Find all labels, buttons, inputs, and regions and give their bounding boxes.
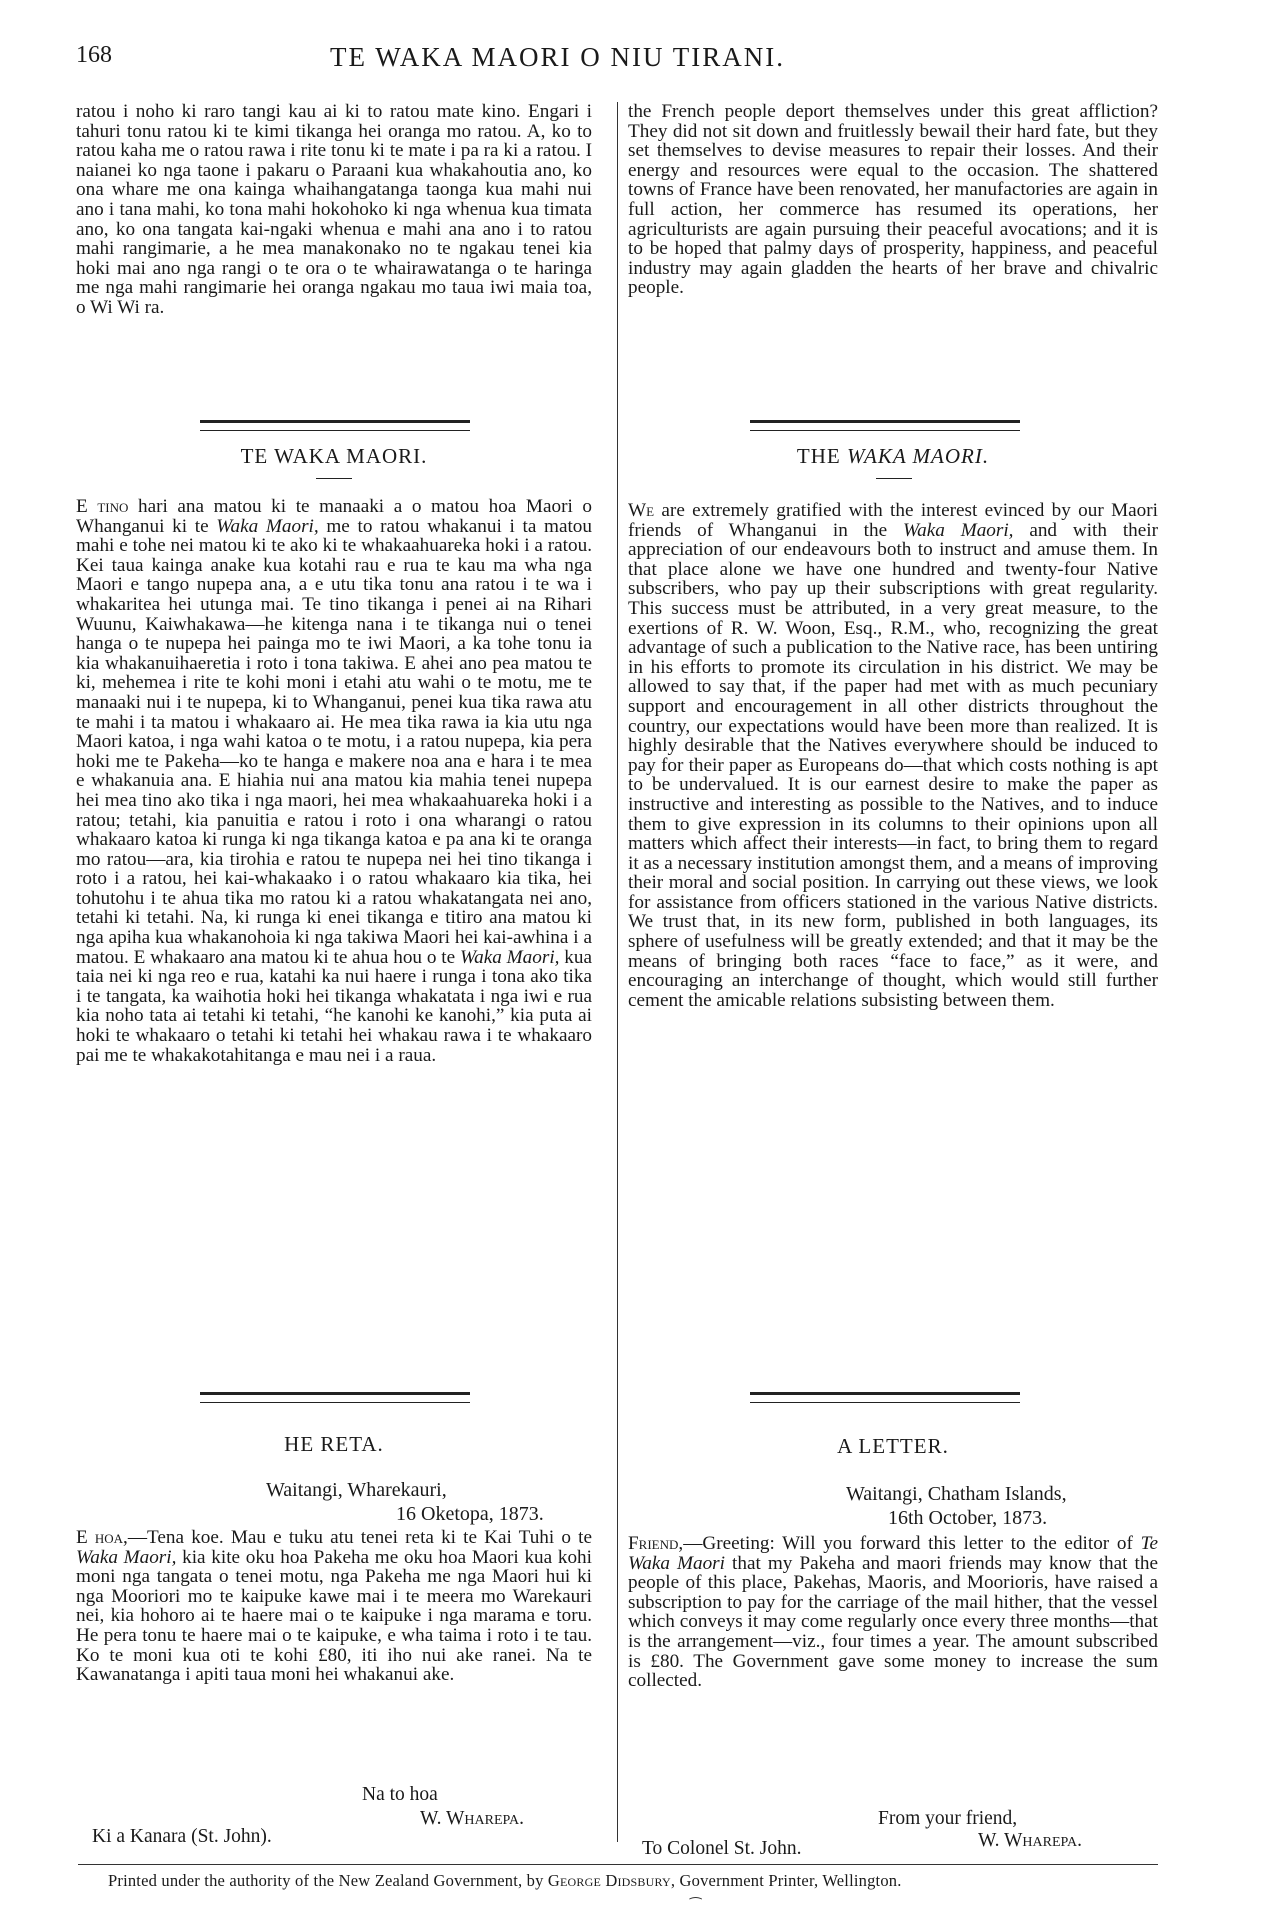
right-section1-title — [628, 444, 1158, 469]
left-section2-title: HE RETA. — [284, 1432, 384, 1456]
right-intro-text: the French people deport themselves under this great affliction? They did not sit down and fruitlessly bewail their hard fate, but they set themselves to devise measures to repair their losses. And their energy and resources were equal to the occasion. The shattered towns of France have been renovated, her manufactories are again in full action, her commerce has resumed its operations, her agriculturists are again pursuing their peaceful avocations; and it is to be hoped that palmy days of prosperity, happiness, and peaceful industry may again gladden the hearts of her brave and chivalric people. — [628, 101, 1158, 299]
left-section1-short-rule — [316, 478, 352, 479]
left-section2-addressee: Ki a Kanara (St. John). — [92, 1826, 272, 1847]
footer-pre: Printed under the authority of the New Zealand Government, by — [108, 1871, 548, 1890]
left-section2-place: Waitangi, Wharekauri, — [266, 1479, 447, 1501]
right-section2-place: Waitangi, Chatham Islands, — [846, 1483, 1067, 1505]
left-section2-pre: —Tena koe. Mau e tuku atu tenei reta ki te Kai Tuhi o te — [127, 1527, 592, 1548]
right-section2-italic: Te Waka Maori — [628, 1533, 1158, 1574]
left-section1-text2: kua taia nei ki nga reo e rua, katahi ka nui haere i runga i tona ako tika i te tangata, ka waihotia hoki hei tikanga whakatata i nga iwi e rua kia noho tata ai tetahi ki tetahi, “he kanohi ke kanohi,” kia puta ai hoki te whakaaro o tetahi ki tetahi hei whakau rawa i te whakaaro pai me te whakakotahitanga e mau nei i a raua. — [76, 946, 592, 1066]
right-section1-pre: are extremely gratified with the interest evinced by our Maori friends of Whanganui in the — [628, 500, 1158, 541]
tail-ornament: ⁀ — [690, 1899, 702, 1914]
page-number: 168 — [76, 42, 112, 68]
left-section1-pre: hari ana matou ki te manaaki a o matou hoa Maori o Whanganui ki te — [76, 496, 592, 537]
left-section1-body — [76, 497, 592, 1065]
right-section2-body — [628, 1534, 1158, 1691]
left-section2-signature: W. Wharepa. — [420, 1808, 525, 1829]
footer-printer: George Didsbury — [547, 1871, 671, 1890]
left-section2-rule — [200, 1392, 470, 1403]
right-section2-text: that my Pakeha and maori friends may know that the people of this place, Pakehas, Maoris, and Moorioris, have raised a subscription to pay for the carriage of the mail hither, that the vessel which conveys it may come regularly once every three months—that is the arrangement—viz., four times a year. The amount subscribed is £80. The Government gave some money to increase the sum collected. — [628, 1552, 1158, 1692]
left-section2-closing: Na to hoa — [362, 1784, 438, 1805]
footer-post: , Government Printer, Wellington. — [670, 1871, 902, 1890]
right-section1-italic: Waka Maori, — [902, 519, 1014, 541]
right-section2-rule — [750, 1392, 1020, 1403]
right-section2-closing: From your friend, — [878, 1808, 1018, 1829]
printer-imprint — [108, 1871, 902, 1891]
right-section1-short-rule — [876, 478, 912, 479]
left-section1-italic: Waka Maori, — [216, 515, 319, 537]
right-section1-title-pre: THE — [796, 444, 847, 468]
right-section2-dropcap: Friend, — [628, 1533, 684, 1554]
right-section2-signature: W. Wharepa. — [978, 1830, 1083, 1851]
left-section1-italic2: Waka Maori, — [459, 946, 560, 968]
left-section2-dropcap: E hoa, — [76, 1527, 128, 1548]
footer-rule — [78, 1864, 1158, 1865]
left-section1-dropcap: E tino — [76, 496, 129, 517]
right-section1-text: and with their appreciation of our endeavours both to instruct and amuse them. In that place alone we have one hundred and twenty-four Native subscribers, who pay up their subscriptions with great regularity. This success must be attributed, in a very great measure, to the exertions of R. W. Woon, Esq., R.M., who, recognizing the great advantage of such a publication to the Native race, has been untiring in his efforts to promote its circulation in his district. We may be allowed to say that, if the paper had met with as much pecuniary support and encouragement in all other districts throughout the country, our expectations would have been more than realized. It is highly desirable that the Natives everywhere should be induced to pay for their paper as Europeans do—that which costs nothing is apt to be undervalued. It is our earnest desire to make the paper as instructive and interesting as possible to the Natives, and to induce them to give expression in its columns to their opinions upon all matters which affect their interests—in fact, to bring them to regard it as a necessary institution amongst them, and a means of improving their moral and social position. In carrying out these views, we look for assistance from officers stationed in the various Native districts. We trust that, in its new form, published in both languages, its sphere of usefulness will be greatly extended; and that it may be the means of bringing both races “face to face,” as it were, and encouraging an interchange of thought, which would still further cement the amicable relations subsisting between them. — [628, 519, 1158, 1011]
right-section2-addressee: To Colonel St. John. — [642, 1838, 802, 1859]
left-section2-body — [76, 1528, 592, 1685]
left-section2-text: kia kite oku hoa Pakeha me oku hoa Maori kua kohi moni nga tangata o tenei motu, nga Pakeha me nga Maori hui ki nga Mooriori mo te kaipuke kawe mai i te meera mo Warekauri nei, kia hohoro ai te haere mai o te kaipuke i nga marama e toru. He pera tonu te haere mai o te kaipuke, e wha taima i roto i te tau. Ko te moni kua oti te kohi £80, iti iho nui ake ranei. Na te Kawanatanga i apiti taua moni hei whakanui ake. — [76, 1546, 592, 1686]
right-section1-dropcap: We — [628, 500, 655, 521]
right-section1-rule — [750, 420, 1020, 431]
running-head: TE WAKA MAORI O NIU TIRANI. — [330, 42, 785, 72]
left-section1-title: TE WAKA MAORI. — [240, 444, 428, 468]
left-intro-paragraph — [76, 102, 592, 318]
left-intro-text: ratou i noho ki raro tangi kau ai ki to ratou mate kino. Engari i tahuri tonu ratou ki te kimi tikanga hei oranga mo ratou. A, ko to ratou kaha me o ratou rawa i rite tonu ki te mate i pa ra ki a ratou. I naianei ko nga taone i pakaru o Paraani kua whakahoutia ano, ko ona whare me ona kainga whaihangatanga taonga kua mahi nui ano i tana mahi, ko tona mahi hokohoko ki nga whenua kua timata ano, ko ona tangata kai-ngaki whenua e mahi ana ano i to ratou mahi rangimarie, a he mea manakonako no te ngakau tenei kia hoki mai ano nga rangi o te ora o te whairawatanga o te haringa me nga mahi rangimarie hei oranga ngakau mo taua iwi maia toa, o Wi Wi ra. — [76, 101, 592, 318]
right-section2-title: A LETTER. — [837, 1434, 949, 1458]
left-section1-rule — [200, 420, 470, 431]
left-section2-italic: Waka Maori, — [76, 1546, 177, 1568]
column-divider — [617, 102, 618, 1842]
right-section1-title-italic: WAKA MAORI. — [846, 444, 990, 468]
left-section1-text: me to ratou whakanui i ta matou mahi e tohe nei matou ki te ako ki te whakaahuareka hoki i a ratou. Kei taua kainga anake kua kotahi rau e rua te kau ma wha nga Maori e tango nupepa ana, a e utu tika tonu ana ratou i te wa i whakaritea hei utunga mai. Te tino tikanga i penei ai na Rihari Wuunu, Kaiwhakawa—he kitenga nana i te tikanga nui o tenei hanga o te nupepa hei painga mo te iwi Maori, a ka tohe tonu ia kia whakanuihaeretia i roto i tona takiwa. E ahei ano pea matou te ki, mehemea i rite te kohi moni i etahi atu wahi o te motu, me te manaaki nui i te nupepa, ki to Whanganui, penei kua tika rawa atu te mahi i ta matou i whakaaro ai. He mea tika rawa ia kia utu nga Maori katoa, i nga wahi katoa o te motu, i a ratou nupepa, kia pera hoki me te Pakeha—ko te hanga e makere noa ana e hara i te mea e whakanuia ana. E hiahia nui ana matou kia mahia tenei nupepa hei mea tino ako tika i nga maori, hei mea whakaahuareka hoki i a ratou; tetahi, kia panuitia e ratou i roto i ona wharangi o ratou whakaaro katoa ki runga ki nga tikanga katoa e pa ana ki te oranga mo ratou—ara, kia tirohia e ratou te nupepa nei hei tino tikanga i roto i a ratou, hei kai-whakaako i o ratou whakaaro kia tika, hei tohutohu i te ahua tika mo ratou ki a ratou whakatangata nei ano, tetahi ki tetahi. Na, ki runga ki enei tikanga e titiro ana matou ki nga apiha kua whakanohoia ki nga takiwa Maori hei kai-awhina i a matou. E whakaaro ana matou ki te ahua hou o te — [76, 515, 592, 968]
right-section1-body — [628, 501, 1158, 1010]
right-section2-date: 16th October, 1873. — [888, 1507, 1048, 1529]
right-intro-paragraph — [628, 102, 1158, 298]
right-section2-pre: —Greeting: Will you forward this letter to the editor of — [683, 1533, 1141, 1554]
left-section2-date: 16 Oketopa, 1873. — [396, 1503, 544, 1525]
